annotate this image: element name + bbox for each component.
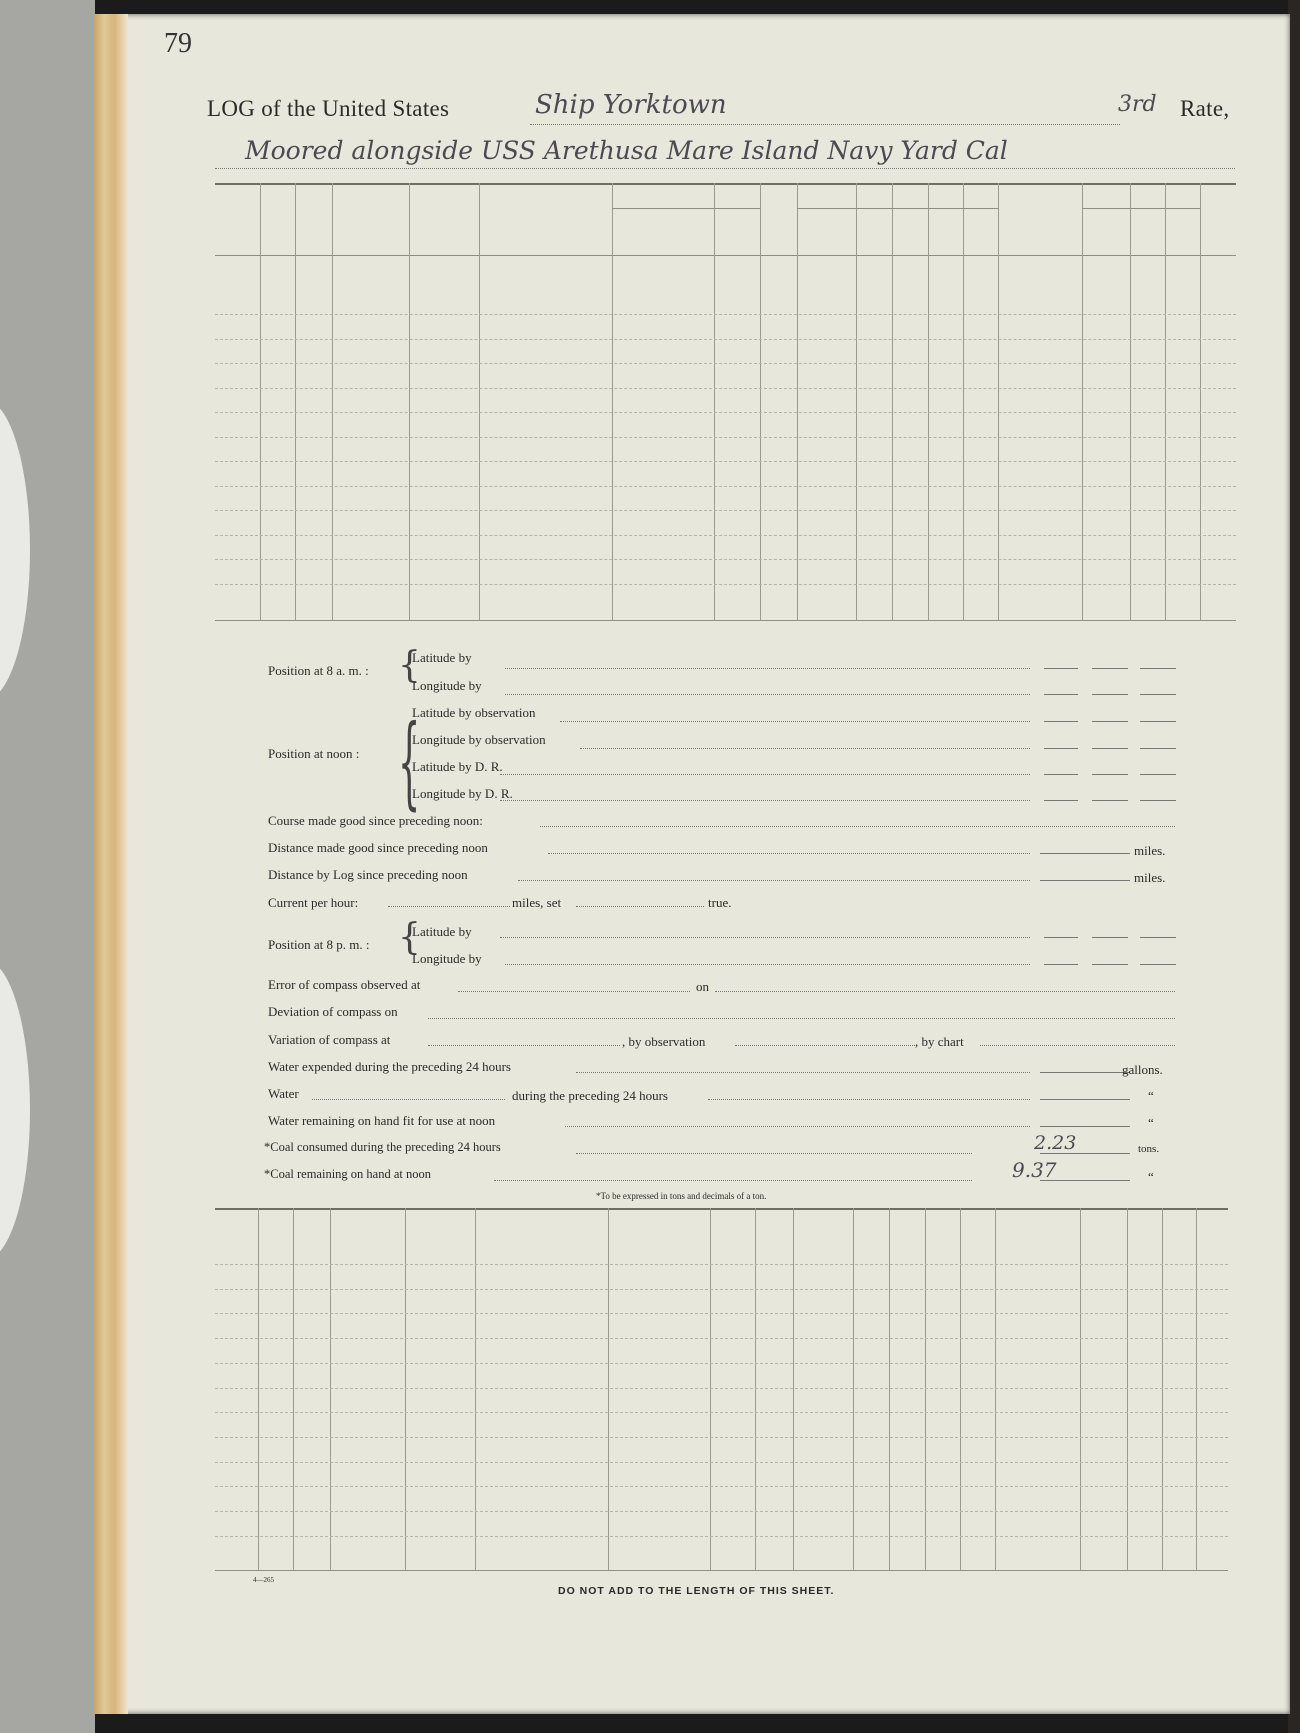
dotted-leader	[458, 991, 690, 992]
answer-blank	[1044, 748, 1078, 749]
column-rule	[755, 1208, 756, 1570]
dotted-leader	[500, 800, 1030, 801]
row-rule	[215, 388, 1236, 389]
distance-by-log-label: Distance by Log since preceding noon	[268, 867, 468, 882]
miles-set-label: miles, set	[512, 895, 562, 910]
background-left	[0, 0, 95, 1733]
ship-name: Ship Yorktown	[535, 90, 727, 120]
row-rule	[215, 535, 1236, 536]
ship-rate: 3rd	[1118, 92, 1157, 117]
row-rule	[215, 412, 1236, 413]
dotted-leader	[505, 964, 1030, 965]
answer-blank	[1040, 880, 1130, 881]
dotted-leader	[576, 1072, 1030, 1073]
answer-blank	[1140, 748, 1176, 749]
answer-blank	[1044, 668, 1078, 669]
dotted-leader	[580, 748, 1030, 749]
row-rule	[215, 1511, 1228, 1512]
page-edge	[94, 14, 128, 1714]
column-rule	[797, 183, 798, 620]
longitude-by-label: Longitude by	[412, 951, 482, 966]
table-bottom-rule	[215, 620, 1236, 621]
dotted-leader	[388, 906, 510, 907]
ditto-mark: “	[1148, 1088, 1154, 1103]
row-rule	[215, 314, 1236, 315]
longitude-by-label: Longitude by	[412, 678, 482, 693]
pm-table-bottom-rule	[215, 1570, 1228, 1571]
answer-blank	[1044, 800, 1078, 801]
bottom-note: DO NOT ADD TO THE LENGTH OF THIS SHEET.	[558, 1585, 835, 1597]
dotted-leader	[428, 1018, 1175, 1019]
column-rule	[995, 1208, 996, 1570]
answer-blank	[1092, 748, 1128, 749]
dotted-leader	[518, 880, 1030, 881]
log-page	[94, 14, 1290, 1714]
distance-made-good-label: Distance made good since preceding noon	[268, 840, 488, 855]
answer-blank	[1092, 937, 1128, 938]
answer-blank	[1140, 694, 1176, 695]
answer-blank	[1140, 964, 1176, 965]
column-rule	[293, 1208, 294, 1570]
row-rule	[215, 461, 1236, 462]
brace: {	[398, 645, 421, 686]
dotted-leader	[735, 1045, 915, 1046]
gallons-unit: gallons.	[1122, 1062, 1163, 1077]
water-label: Water	[268, 1086, 299, 1101]
group-rule	[892, 208, 998, 209]
coal-consumed-label: *Coal consumed during the preceding 24 hours	[264, 1140, 501, 1154]
water-expended-label: Water expended during the preceding 24 hours	[268, 1059, 511, 1074]
latitude-obs-label: Latitude by observation	[412, 705, 536, 720]
column-rule	[1082, 183, 1083, 620]
row-rule	[215, 510, 1236, 511]
log-title: LOG of the United States	[207, 96, 450, 121]
title-dotted-line	[530, 124, 1120, 125]
course-made-good-label: Course made good since preceding noon:	[268, 813, 483, 828]
column-rule	[760, 183, 761, 620]
dotted-leader	[560, 721, 1030, 722]
deviation-label: Deviation of compass on	[268, 1004, 398, 1019]
dotted-leader	[980, 1045, 1175, 1046]
footnote: *To be expressed in tons and decimals of a ton.	[596, 1191, 767, 1201]
ditto-mark: “	[1148, 1115, 1154, 1130]
true-label: true.	[708, 895, 732, 910]
row-rule	[215, 1412, 1228, 1413]
answer-blank	[1092, 800, 1128, 801]
answer-blank	[1140, 774, 1176, 775]
during-label: during the preceding 24 hours	[512, 1088, 668, 1103]
by-chart-label: , by chart	[915, 1034, 964, 1049]
current-label: Current per hour:	[268, 895, 359, 910]
row-rule	[215, 363, 1236, 364]
answer-blank	[1140, 668, 1176, 669]
column-rule	[330, 1208, 331, 1570]
column-rule	[612, 183, 613, 620]
on-label: on	[696, 979, 709, 994]
column-rule	[258, 1208, 259, 1570]
dotted-leader	[540, 826, 1175, 827]
column-rule	[1080, 1208, 1081, 1570]
longitude-dr-label: Longitude by D. R.	[412, 786, 513, 801]
answer-blank	[1044, 937, 1078, 938]
row-rule	[215, 486, 1236, 487]
answer-blank	[1140, 721, 1176, 722]
row-rule	[215, 584, 1236, 585]
group-rule	[1082, 208, 1200, 209]
column-rule	[405, 1208, 406, 1570]
ditto-mark: “	[1148, 1169, 1154, 1184]
row-rule	[215, 1388, 1228, 1389]
answer-blank	[1092, 668, 1128, 669]
answer-blank	[1040, 1126, 1130, 1127]
position-8pm-label: Position at 8 p. m. :	[268, 937, 370, 952]
column-rule	[892, 183, 893, 620]
dotted-leader	[494, 1180, 972, 1181]
group-rule	[612, 208, 760, 209]
row-rule	[215, 1486, 1228, 1487]
column-rule	[960, 1208, 961, 1570]
column-rule	[479, 183, 480, 620]
dotted-leader	[708, 1099, 1030, 1100]
row-rule	[215, 1264, 1228, 1265]
column-rule	[998, 183, 999, 620]
page-number: 79	[164, 28, 192, 59]
longitude-obs-label: Longitude by observation	[412, 732, 546, 747]
miles-unit: miles.	[1134, 843, 1166, 858]
dotted-leader	[565, 1126, 1030, 1127]
row-rule	[215, 1536, 1228, 1537]
column-rule	[889, 1208, 890, 1570]
dotted-leader	[576, 906, 704, 907]
by-observation-label: , by observation	[622, 1034, 706, 1049]
dotted-leader	[500, 937, 1030, 938]
group-rule	[797, 208, 892, 209]
column-rule	[260, 183, 261, 620]
tons-unit: tons.	[1138, 1143, 1160, 1155]
column-rule	[1200, 183, 1201, 620]
brace: {	[398, 917, 421, 958]
coal-remaining-label: *Coal remaining on hand at noon	[264, 1167, 431, 1181]
column-rule	[409, 183, 410, 620]
form-number: 4—265	[253, 1576, 274, 1584]
pm-table-top-rule	[215, 1208, 1228, 1210]
variation-label: Variation of compass at	[268, 1032, 391, 1047]
row-rule	[215, 1437, 1228, 1438]
answer-blank	[1092, 694, 1128, 695]
answer-blank	[1092, 964, 1128, 965]
latitude-by-label: Latitude by	[412, 924, 472, 939]
rate-label: Rate,	[1180, 96, 1230, 121]
latitude-dr-label: Latitude by D. R.	[412, 759, 503, 774]
dotted-leader	[500, 774, 1030, 775]
answer-blank	[1092, 721, 1128, 722]
column-rule	[710, 1208, 711, 1570]
location-text: Moored alongside USS Arethusa Mare Island Navy Yard Cal	[245, 136, 1008, 165]
column-rule	[1130, 183, 1131, 620]
answer-blank	[1044, 964, 1078, 965]
column-rule	[928, 183, 929, 620]
column-rule	[793, 1208, 794, 1570]
row-rule	[215, 559, 1236, 560]
column-rule	[1165, 183, 1166, 620]
column-rule	[295, 183, 296, 620]
location-dotted-line	[215, 168, 1235, 169]
column-rule	[1162, 1208, 1163, 1570]
miles-unit: miles.	[1134, 870, 1166, 885]
latitude-by-label: Latitude by	[412, 650, 472, 665]
row-rule	[215, 1462, 1228, 1463]
column-rule	[925, 1208, 926, 1570]
answer-blank	[1044, 774, 1078, 775]
coal-remaining-value: 9.37	[1012, 1158, 1057, 1182]
column-rule	[714, 183, 715, 620]
dotted-leader	[548, 853, 1030, 854]
position-8am-label: Position at 8 a. m. :	[268, 663, 369, 678]
column-rule	[332, 183, 333, 620]
dotted-leader	[312, 1099, 505, 1100]
row-rule	[215, 1338, 1228, 1339]
row-rule	[215, 1289, 1228, 1290]
column-rule	[853, 1208, 854, 1570]
column-rule	[1196, 1208, 1197, 1570]
answer-blank	[1040, 1072, 1130, 1073]
row-rule	[215, 1313, 1228, 1314]
water-remaining-label: Water remaining on hand fit for use at noon	[268, 1113, 496, 1128]
column-rule	[475, 1208, 476, 1570]
error-compass-label: Error of compass observed at	[268, 977, 421, 992]
dotted-leader	[576, 1153, 972, 1154]
answer-blank	[1044, 694, 1078, 695]
dotted-leader	[505, 668, 1030, 669]
column-rule	[856, 183, 857, 620]
column-rule	[963, 183, 964, 620]
row-rule	[215, 437, 1236, 438]
dotted-leader	[505, 694, 1030, 695]
answer-blank	[1040, 1099, 1130, 1100]
answer-blank	[1044, 721, 1078, 722]
answer-blank	[1140, 937, 1176, 938]
column-rule	[608, 1208, 609, 1570]
row-rule	[215, 339, 1236, 340]
coal-consumed-value: 2.23	[1034, 1132, 1077, 1154]
brace: {	[398, 703, 421, 820]
answer-blank	[1092, 774, 1128, 775]
dotted-leader	[428, 1045, 620, 1046]
column-rule	[1127, 1208, 1128, 1570]
dotted-leader	[715, 991, 1175, 992]
answer-blank	[1040, 853, 1130, 854]
row-rule	[215, 1363, 1228, 1364]
answer-blank	[1140, 800, 1176, 801]
position-noon-label: Position at noon :	[268, 746, 360, 761]
